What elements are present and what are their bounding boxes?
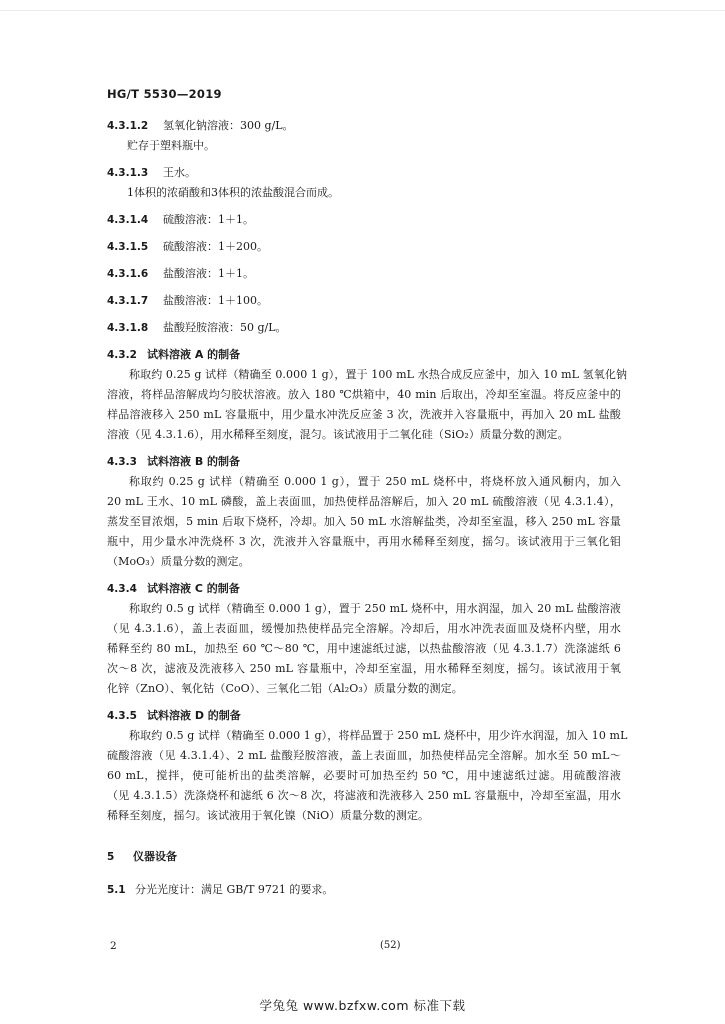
section-number: 4.3.2 [107, 349, 137, 361]
section-title: 试料溶液 D 的制备 [147, 709, 241, 722]
page-number: 2 [110, 940, 117, 952]
clause-5-1 [107, 880, 621, 900]
paragraph-line: 称取约 0.5 g 试样（精确至 0.000 1 g），置于 250 mL 烧杯中，用水润湿，加入 20 mL 盐酸溶液 [129, 602, 621, 615]
clause-4-3-1-6 [107, 264, 621, 284]
watermark-link[interactable]: 学兔兔 www.bzfxw.com 标准下载 [259, 998, 466, 1013]
paragraph-line: 样品溶液移入 250 mL 容量瓶中，用少量水冲洗反应釜 3 次，洗液并入容量瓶中，再加入 20 mL 盐酸 [107, 408, 621, 421]
clause-text: 硫酸溶液：1＋200。 [163, 240, 268, 253]
clause-number: 4.3.1.2 [107, 120, 149, 132]
paragraph-line: 溶液（见 4.3.1.6），用水稀释至刻度，混匀。该试液用于二氧化硅（SiO₂）质量分数的测定。 [107, 428, 569, 441]
clause-note: 1体积的浓硝酸和3体积的浓盐酸混合而成。 [127, 186, 339, 199]
clause-text: 硫酸溶液：1＋1。 [163, 213, 254, 226]
clause-4-3-1-8 [107, 318, 621, 338]
section-5 [107, 847, 621, 867]
clause-4-3-1-3 [107, 163, 621, 203]
section-number: 5 [107, 851, 115, 863]
clause-text: 氢氧化钠溶液：300 g/L。 [163, 119, 294, 132]
section-number: 4.3.4 [107, 583, 137, 595]
paragraph-line: 称取约 0.25 g 试样（精确至 0.000 1 g），置于 250 mL 烧杯中，将烧杯放入通风橱内，加入 [129, 475, 621, 488]
paragraph-line: 稀释至刻度，摇匀。该试液用于氧化镍（NiO）质量分数的测定。 [107, 809, 430, 822]
paragraph-line: 硫酸溶液（见 4.3.1.4）、2 mL 盐酸羟胺溶液，盖上表面皿，加热使样品完全溶解。加水至 50 mL～ [107, 749, 621, 762]
clause-text: 盐酸溶液：1＋1。 [163, 267, 254, 280]
paragraph-line: 瓶中，用少量水冲洗烧杯 3 次，洗液并入容量瓶中，再用水稀释至刻度，摇匀。该试液用于三氧化钼 [107, 535, 621, 548]
section-paragraph [107, 599, 621, 699]
clause-4-3-1-5 [107, 237, 621, 257]
paragraph-line: 溶液，将样品溶解成均匀胶状溶液。放入 180 ℃烘箱中，40 min 后取出，冷却至室温。将反应釜中的 [107, 388, 621, 401]
clause-text: 王水。 [163, 166, 196, 179]
paragraph-line: 化锌（ZnO）、氧化钴（CoO）、三氧化二铝（Al₂O₃）质量分数的测定。 [107, 682, 463, 695]
clause-number: 4.3.1.8 [107, 322, 149, 334]
clause-number: 4.3.1.4 [107, 214, 149, 226]
paragraph-line: 20 mL 王水、10 mL 磷酸，盖上表面皿，加热使样品溶解后，加入 20 mL 硫酸溶液（见 4.3.1.4）， [107, 495, 621, 508]
document-body [107, 116, 628, 907]
section-4-3-2 [107, 345, 628, 445]
paragraph-line: 60 mL，搅拌，使可能析出的盐类溶解，必要时可加热至约 50 ℃，用中速滤纸过滤。用硫酸溶液 [107, 769, 621, 782]
clause-text: 盐酸溶液：1＋100。 [163, 294, 268, 307]
paragraph-line: 称取约 0.25 g 试样（精确至 0.000 1 g），置于 100 mL 水热合成反应釜中，加入 10 mL 氢氧化钠 [129, 368, 628, 381]
paragraph-line: 稀释至约 80 mL，加热至 60 ℃～80 ℃，用中速滤纸过滤，以热盐酸溶液（见 4.3.1.7）洗涤滤纸 6 [107, 642, 621, 655]
paragraph-line: 次～8 次，滤液及洗液移入 250 mL 容量瓶中，冷却至室温，用水稀释至刻度，摇匀。该试液用于氧 [107, 662, 621, 675]
section-number: 4.3.3 [107, 456, 137, 468]
paragraph-line: （MoO₃）质量分数的测定。 [107, 555, 250, 568]
clause-number: 5.1 [107, 884, 126, 896]
clause-number: 4.3.1.6 [107, 268, 149, 280]
section-number: 4.3.5 [107, 710, 137, 722]
section-4-3-3 [107, 452, 621, 572]
section-paragraph [107, 726, 628, 826]
section-4-3-4 [107, 579, 621, 699]
paragraph-line: 蒸发至冒浓烟，5 min 后取下烧杯，冷却。加入 50 mL 水溶解盐类，冷却至室温，移入 250 mL 容量 [107, 515, 621, 528]
section-title: 试料溶液 B 的制备 [147, 455, 241, 468]
clause-4-3-1-4 [107, 210, 621, 230]
paragraph-line: （见 4.3.1.6），盖上表面皿，缓慢加热使样品完全溶解。冷却后，用水冲洗表面皿及烧杯内壁，用水 [107, 622, 621, 635]
clause-text: 盐酸羟胺溶液：50 g/L。 [163, 321, 287, 334]
clause-number: 4.3.1.5 [107, 241, 149, 253]
paragraph-line: （见 4.3.1.5）洗涤烧杯和滤纸 6 次～8 次，将滤液和洗液移入 250 mL 容量瓶中，冷却至室温，用水 [107, 789, 621, 802]
clause-text: 分光光度计：满足 GB/T 9721 的要求。 [135, 883, 334, 896]
section-title: 仪器设备 [133, 850, 177, 863]
clause-number: 4.3.1.3 [107, 167, 149, 179]
clause-4-3-1-7 [107, 291, 621, 311]
section-title: 试料溶液 A 的制备 [147, 348, 241, 361]
section-title: 试料溶液 C 的制备 [147, 582, 240, 595]
section-4-3-5 [107, 706, 628, 826]
scan-edge-line [0, 10, 725, 11]
clause-note: 贮存于塑料瓶中。 [127, 139, 215, 152]
clause-4-3-1-2 [107, 116, 621, 156]
section-paragraph [107, 365, 628, 445]
paragraph-line: 称取约 0.5 g 试样（精确至 0.000 1 g），将样品置于 250 mL 烧杯中，用少许水润湿，加入 10 mL [129, 729, 628, 742]
section-paragraph [107, 472, 621, 572]
standard-number-header: HG/T 5530—2019 [107, 87, 222, 101]
page-reference: (52) [380, 940, 401, 951]
clause-number: 4.3.1.7 [107, 295, 149, 307]
